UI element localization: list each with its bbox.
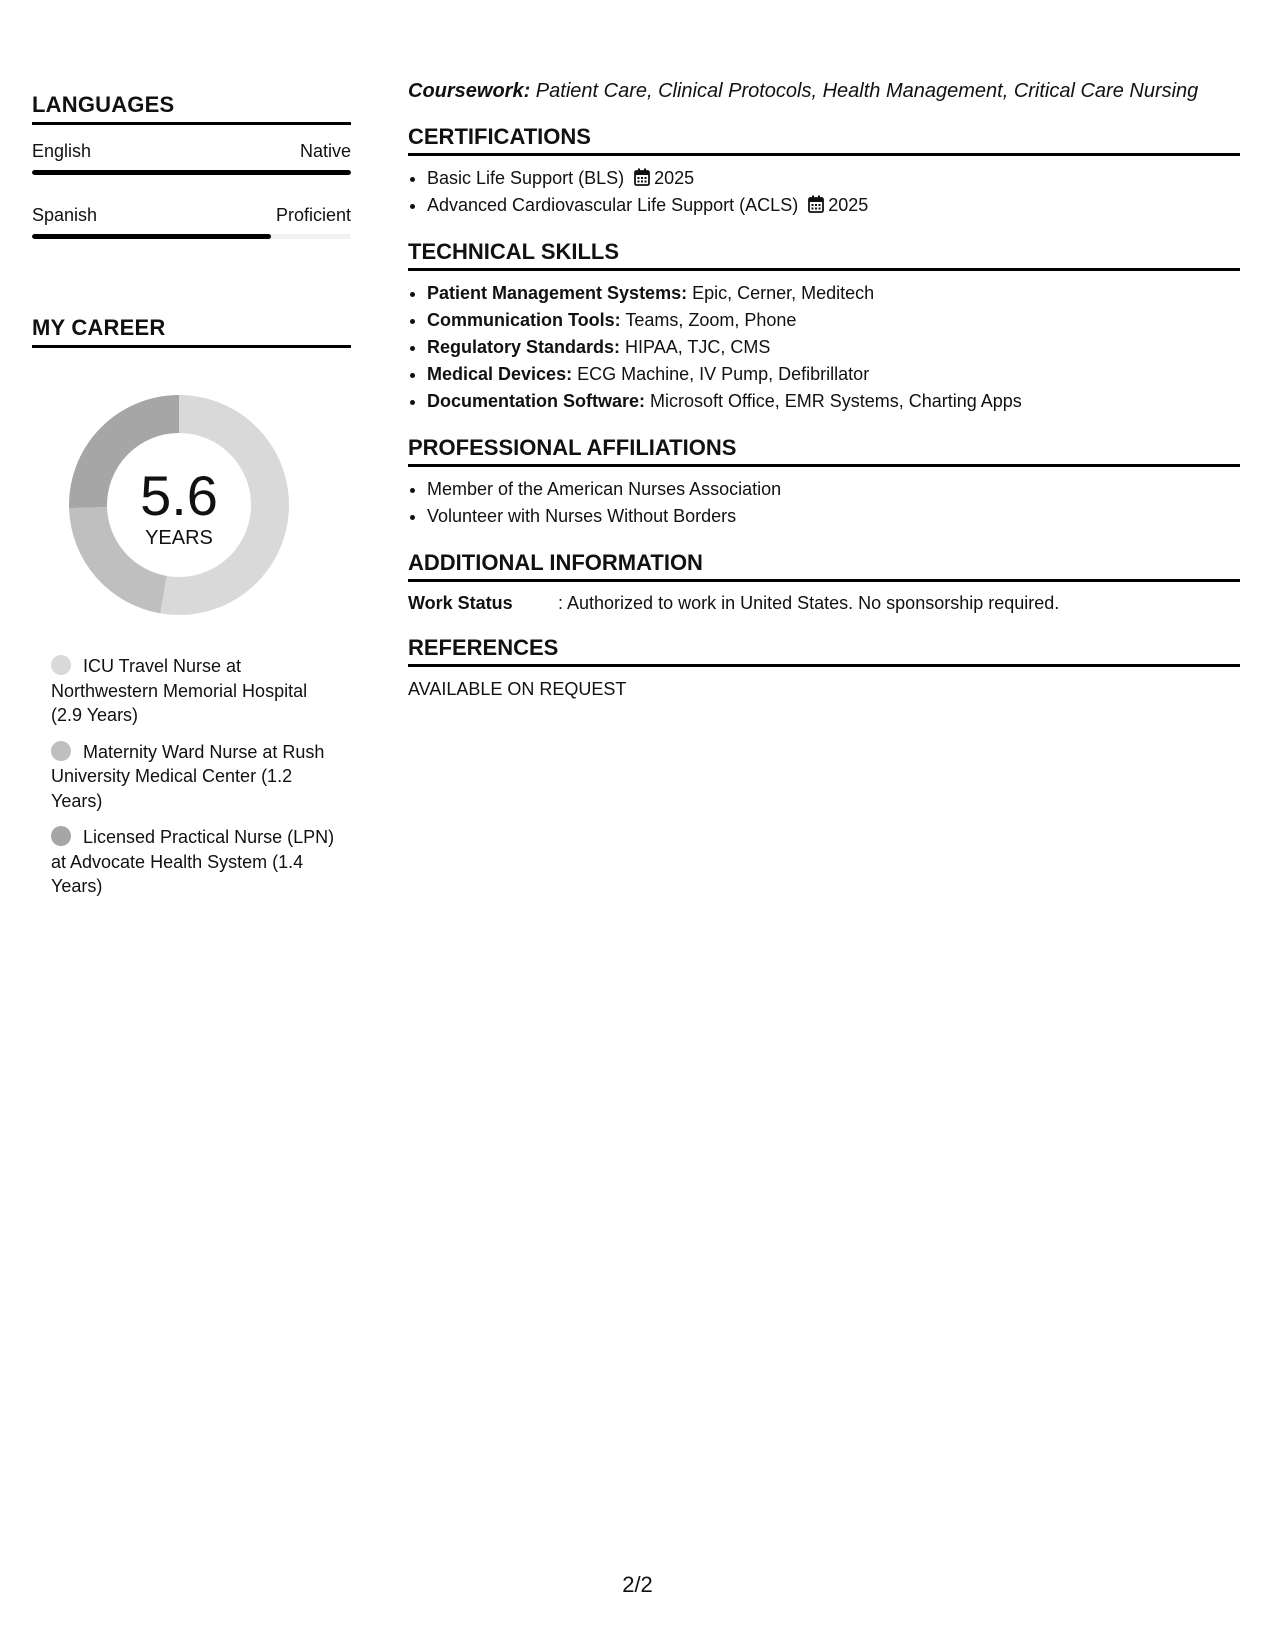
coursework-line — [408, 78, 1240, 104]
additional-info-section — [408, 550, 1240, 615]
donut-center-label — [66, 464, 292, 550]
skill-value: Epic, Cerner, Meditech — [687, 283, 875, 303]
work-status-value: : Authorized to work in United States. No sponsorship required. — [558, 593, 1060, 613]
skill-value: HIPAA, TJC, CMS — [620, 337, 771, 357]
certification-name: Basic Life Support (BLS) — [427, 168, 625, 188]
references-section — [408, 635, 1240, 701]
affiliations-list — [408, 476, 1240, 530]
skill-item — [427, 280, 1240, 307]
career-legend-label: Licensed Practical Nurse (LPN) at Advocate Health System (1.4 Years) — [51, 827, 335, 896]
work-status-row — [408, 591, 1240, 615]
skill-label: Patient Management Systems: — [427, 283, 688, 303]
certification-year: 2025 — [828, 195, 869, 215]
affiliations-section — [408, 435, 1240, 530]
career-heading: MY CAREER — [32, 315, 351, 348]
technical-skills-heading: TECHNICAL SKILLS — [408, 239, 1240, 271]
language-proficiency-fill — [32, 234, 271, 239]
certification-item — [427, 165, 1240, 192]
language-name: Spanish — [32, 205, 98, 225]
certification-year: 2025 — [654, 168, 695, 188]
additional-info-heading: ADDITIONAL INFORMATION — [408, 550, 1240, 582]
skill-label: Regulatory Standards: — [427, 337, 621, 357]
certification-name: Advanced Cardiovascular Life Support (ACLS) — [427, 195, 799, 215]
legend-dot-icon — [51, 655, 71, 675]
languages-heading: LANGUAGES — [32, 92, 351, 125]
affiliation-item: • Member of the American Nurses Association — [427, 476, 1240, 503]
legend-dot-icon — [51, 826, 71, 846]
skill-value: ECG Machine, IV Pump, Defibrillator — [572, 364, 870, 384]
total-years-value: 5.6 — [140, 464, 218, 527]
calendar-icon — [634, 168, 650, 186]
main-content — [408, 78, 1240, 701]
career-legend-item — [51, 740, 341, 814]
page-number: 2/2 — [622, 1572, 653, 1597]
sidebar — [32, 92, 351, 911]
work-status-label: Work Status — [408, 593, 513, 613]
certifications-heading: CERTIFICATIONS — [408, 124, 1240, 156]
coursework-label: Coursework: — [408, 80, 531, 102]
skill-label: Communication Tools: — [427, 310, 621, 330]
legend-dot-icon — [51, 741, 71, 761]
language-proficiency-bar — [32, 170, 351, 175]
references-text: AVAILABLE ON REQUEST — [408, 679, 627, 699]
skill-value: Microsoft Office, EMR Systems, Charting Apps — [645, 391, 1022, 411]
language-row-english — [32, 140, 351, 162]
career-donut-chart — [66, 392, 292, 618]
technical-skills-section — [408, 239, 1240, 415]
technical-skills-list — [408, 280, 1240, 415]
language-row-spanish — [32, 204, 351, 226]
affiliation-item: • Volunteer with Nurses Without Borders — [427, 503, 1240, 530]
career-legend-label: Maternity Ward Nurse at Rush University Medical Center (1.2 Years) — [51, 741, 325, 811]
skill-value: Teams, Zoom, Phone — [620, 310, 797, 330]
career-legend — [32, 654, 341, 899]
language-proficiency-bar — [32, 234, 351, 239]
certifications-list — [408, 165, 1240, 219]
skill-label: Medical Devices: — [427, 364, 573, 384]
language-proficiency-fill — [32, 170, 351, 175]
affiliations-heading: PROFESSIONAL AFFILIATIONS — [408, 435, 1240, 467]
skill-item — [427, 388, 1240, 415]
career-legend-item — [51, 654, 341, 728]
calendar-icon — [808, 195, 824, 213]
total-years-unit: YEARS — [145, 527, 213, 549]
certifications-section — [408, 124, 1240, 219]
references-heading: REFERENCES — [408, 635, 1240, 667]
language-level: Native — [299, 141, 351, 161]
language-name: English — [32, 141, 92, 161]
language-level: Proficient — [275, 205, 351, 225]
skill-item — [427, 307, 1240, 334]
certification-item — [427, 192, 1240, 219]
career-legend-item — [51, 825, 341, 899]
career-legend-label: ICU Travel Nurse at Northwestern Memorial Hospital (2.9 Years) — [51, 656, 308, 725]
skill-item — [427, 334, 1240, 361]
skill-label: Documentation Software: — [427, 391, 646, 411]
skill-item — [427, 361, 1240, 388]
coursework-text: Patient Care, Clinical Protocols, Health Management, Critical Care Nursing — [530, 80, 1199, 102]
